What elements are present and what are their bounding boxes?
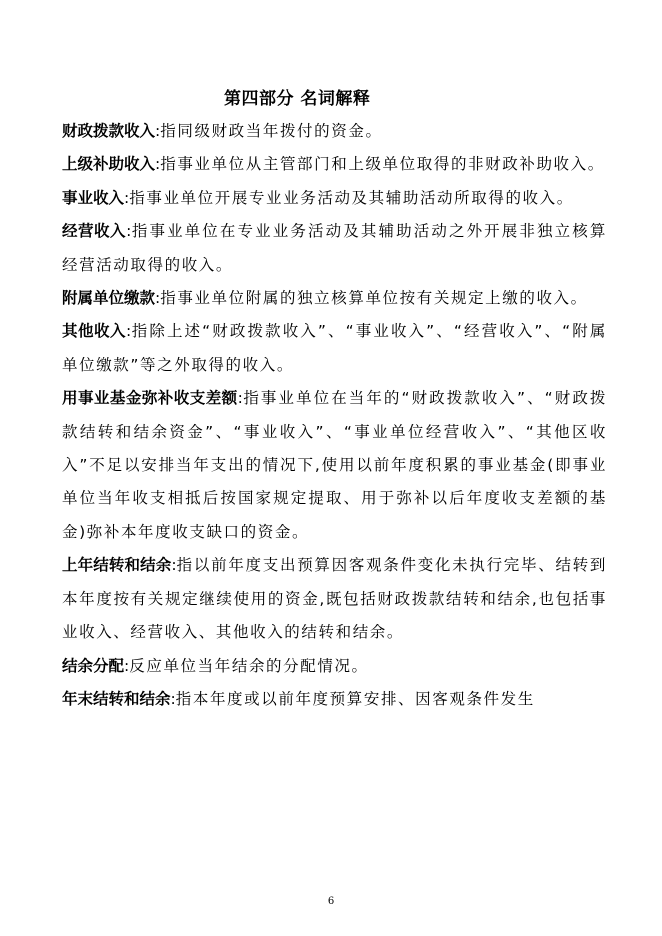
glossary-term: 事业收入 [62, 188, 125, 207]
term-separator: : [237, 389, 243, 408]
glossary-entry-operating-income [62, 215, 607, 282]
glossary-definition: 指同级财政当年拨付的资金。 [160, 122, 383, 140]
glossary-entry-business-income [62, 182, 607, 215]
term-separator: : [155, 122, 161, 140]
glossary-entry-business-fund-offset [62, 382, 607, 549]
glossary-term: 年末结转和结余 [62, 689, 171, 708]
glossary-definition: 指事业单位从主管部门和上级单位取得的非财政补助收入。 [160, 155, 605, 174]
term-separator: : [155, 155, 161, 174]
glossary-entry-other-income [62, 315, 607, 382]
glossary-definition: 指除上述“财政拨款收入”、“事业收入”、“经营收入”、“附属单位缴款”等之外取得的收入。 [62, 322, 607, 374]
page-number: 6 [327, 896, 335, 907]
glossary-definition: 指事业单位开展专业业务活动及其辅助活动所取得的收入。 [129, 188, 574, 207]
glossary-entry-surplus-distribution [62, 650, 607, 683]
term-separator: : [155, 289, 161, 308]
glossary-entry-prior-year-carryover [62, 549, 607, 649]
term-separator: : [124, 188, 130, 207]
glossary-definition: 指以前年度支出预算因客观条件变化未执行完毕、结转到本年度按有关规定继续使用的资金,既包括财政拨款结转和结余,也包括事业收入、经营收入、其他收入的结转和结余。 [62, 556, 607, 642]
section-title: 第四部分 名词解释 [224, 89, 371, 109]
glossary-definition: 反应单位当年结余的分配情况。 [129, 656, 369, 675]
glossary-list [62, 115, 607, 716]
glossary-definition: 指事业单位在专业业务活动及其辅助活动之外开展非独立核算经营活动取得的收入。 [62, 222, 607, 274]
glossary-entry-affiliated-unit-payments [62, 282, 607, 315]
term-separator: : [126, 222, 132, 241]
glossary-term: 上年结转和结余 [62, 556, 172, 575]
term-separator: : [124, 656, 130, 675]
term-separator: : [170, 689, 176, 708]
glossary-definition: 指事业单位在当年的“财政拨款收入”、“财政拨款结转和结余资金”、“事业收入”、“事业单位经营收入”、“其他区收入”不足以安排当年支出的情况下,使用以前年度积累的事业基金(即事业单位当年收支相抵后按国家规定提取、用于弥补以后年度收支差额的基金)弥补本年度收支缺口的资金。 [62, 389, 607, 541]
glossary-term: 用事业基金弥补收支差额 [62, 389, 238, 408]
glossary-entry-year-end-carryover [62, 683, 607, 716]
glossary-term: 其他收入 [62, 322, 127, 341]
term-separator: : [171, 556, 177, 575]
term-separator: : [126, 322, 132, 341]
glossary-term: 附属单位缴款 [62, 289, 156, 308]
glossary-term: 财政拨款收入 [62, 122, 156, 140]
glossary-entry-fiscal-appropriation-income [62, 115, 607, 148]
glossary-definition: 指本年度或以前年度预算安排、因客观条件发生 [175, 689, 535, 708]
glossary-entry-superior-subsidy-income [62, 148, 607, 181]
glossary-term: 上级补助收入 [62, 155, 156, 174]
glossary-definition: 指事业单位附属的独立核算单位按有关规定上缴的收入。 [160, 289, 588, 308]
glossary-term: 经营收入 [62, 222, 127, 241]
glossary-term: 结余分配 [62, 656, 125, 675]
